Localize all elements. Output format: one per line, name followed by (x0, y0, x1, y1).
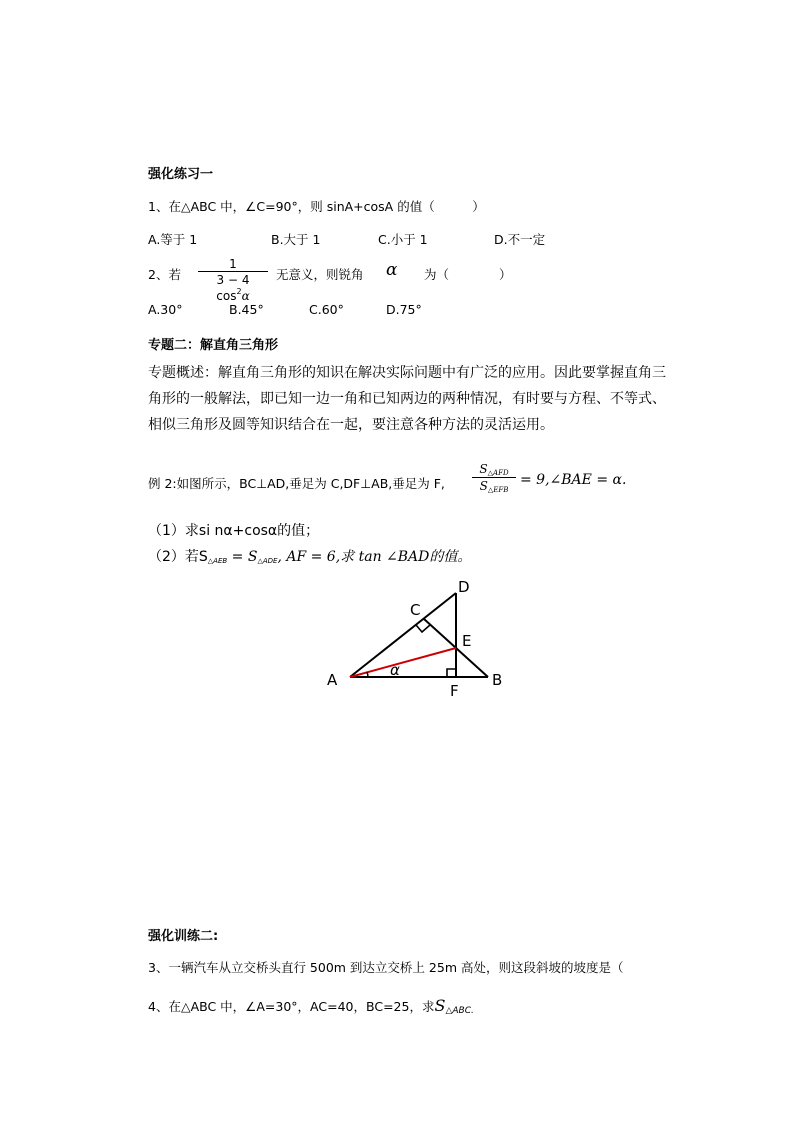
q2-fraction-numerator: 1 (229, 257, 237, 271)
question-1-text: 1、在△ABC 中，∠C=90°，则 sinA+cosA 的值（ ） (148, 199, 485, 214)
q2-middle: 无意义，则锐角 (276, 267, 364, 282)
label-alpha: α (390, 661, 400, 679)
right-angle-mark-f (447, 669, 456, 677)
label-c: C (410, 601, 421, 619)
topic-2-description: 专题概述：解直角三角形的知识在解决实际问题中有广泛的应用。因此要掌握直角三角形的一般解法，即已知一边一角和已知两边的两种情况，有时要与方程、不等式、相似三角形及圆等知识结合在一起，要注意各种方法的灵活运用。 (148, 365, 666, 433)
q2-option-d: D.75° (386, 302, 422, 317)
q2-prefix: 2、若 (148, 267, 181, 282)
frac-num-s: S (479, 462, 488, 476)
q2-alpha: α (386, 260, 398, 280)
q2-option-c: C.60° (309, 302, 344, 317)
part2-sub1: △AEB (207, 557, 228, 565)
right-angle-mark-c (416, 625, 430, 632)
label-a: A (327, 671, 338, 689)
frac-den-sub: △EFB (487, 486, 509, 494)
section-title-training-2: 强化训练二: (148, 929, 219, 944)
q2-den-exponent: 2 (236, 287, 242, 296)
q4-text: 4、在△ABC 中，∠A=30°，AC=40，BC=25，求 (148, 999, 435, 1014)
part2-c: , AF = 6,求 tan ∠BAD的值。 (277, 549, 472, 565)
segment-ae (350, 648, 456, 677)
q2-den-text: 3 − 4 cos (216, 273, 250, 303)
part2-b: = S (227, 549, 258, 565)
segment-ad (350, 593, 456, 677)
part2-a: （2）若S (148, 549, 208, 565)
frac-num-sub: △AFD (487, 469, 509, 477)
topic-2-title: 专题二：解直角三角形 (148, 338, 279, 353)
label-e: E (462, 632, 472, 650)
q2-option-b: B.45° (229, 302, 264, 317)
label-d: D (458, 578, 470, 596)
q1-option-c: C.小于 1 (378, 232, 428, 247)
label-b: B (492, 671, 503, 689)
q1-option-d: D.不一定 (494, 232, 546, 247)
frac-den-s: S (479, 479, 488, 493)
example-2-part-1: （1）求si nα+cosα的值； (148, 523, 320, 539)
q2-option-a: A.30° (148, 302, 183, 317)
q4-sub: △ABC. (445, 1006, 474, 1016)
section-title-practice-1: 强化练习一 (148, 167, 214, 182)
q4-s: S (434, 996, 446, 1015)
question-3-text: 3、一辆汽车从立交桥头直行 500m 到达立交桥上 25m 高处，则这段斜坡的坡度是（ (148, 960, 624, 975)
example-2-text: 例 2:如图所示，BC⊥AD,垂足为 C,DF⊥AB,垂足为 F, (148, 476, 445, 491)
q1-option-b: B.大于 1 (271, 232, 321, 247)
question-4 (148, 996, 474, 1016)
q1-option-a: A.等于 1 (148, 232, 198, 247)
example-2-tail: = 9,∠BAE = α. (520, 472, 627, 488)
label-f: F (450, 682, 459, 700)
q2-suffix: 为（ ） (424, 267, 512, 282)
q2-den-alpha: α (241, 289, 250, 303)
part2-sub2: △ADE (257, 557, 278, 565)
